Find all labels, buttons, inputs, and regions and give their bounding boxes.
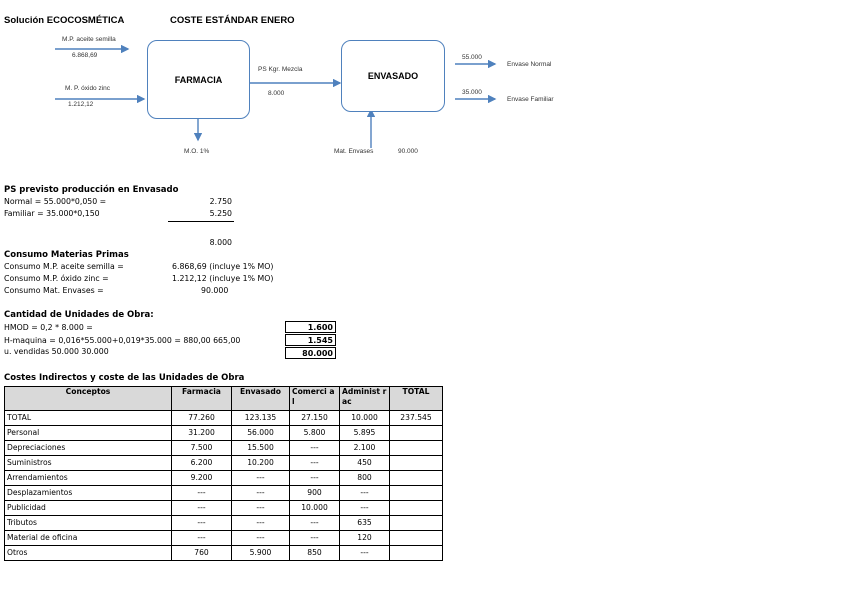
row-value-cell: [390, 456, 443, 471]
row-value-cell: 5.800: [290, 426, 340, 441]
row-value-cell: [390, 501, 443, 516]
uo-value-uv: 80.000: [285, 347, 336, 359]
row-value-cell: ---: [232, 501, 290, 516]
row-value-cell: 10.000: [340, 411, 390, 426]
row-concept-cell: Depreciaciones: [5, 441, 172, 456]
row-value-cell: 450: [340, 456, 390, 471]
row-value-cell: [390, 441, 443, 456]
flow-mid-value: 8.000: [268, 90, 285, 97]
ps-total: 8.000: [209, 238, 232, 247]
row-concept-cell: Suministros: [5, 456, 172, 471]
column-header: Envasado: [232, 387, 290, 411]
row-value-cell: ---: [340, 546, 390, 561]
row-value-cell: ---: [232, 531, 290, 546]
flow-in1-value: 6.868,69: [72, 52, 98, 59]
uo-value-hmod: 1.600: [285, 321, 336, 333]
consumo-row-value: 1.212,12 (incluye 1% MO): [172, 274, 274, 283]
table-row: [5, 531, 443, 546]
column-header: Farmacia: [172, 387, 232, 411]
table-row: [5, 456, 443, 471]
farmacia-box: FARMACIA: [147, 40, 250, 119]
costs-section-title: Costes Indirectos y coste de las Unidades de Obra: [4, 373, 245, 383]
ps-row-value: 5.250: [209, 209, 232, 218]
row-value-cell: ---: [172, 486, 232, 501]
row-value-cell: 77.260: [172, 411, 232, 426]
row-value-cell: ---: [290, 516, 340, 531]
row-value-cell: ---: [340, 486, 390, 501]
costs-table: [4, 386, 443, 561]
table-row: [5, 486, 443, 501]
flow-mat-label: Mat. Envases: [334, 148, 374, 155]
row-concept-cell: Personal: [5, 426, 172, 441]
row-value-cell: ---: [290, 441, 340, 456]
uo-section-title: Cantidad de Unidades de Obra:: [4, 310, 154, 320]
row-value-cell: 27.150: [290, 411, 340, 426]
row-concept-cell: TOTAL: [5, 411, 172, 426]
row-value-cell: ---: [290, 471, 340, 486]
row-value-cell: ---: [290, 456, 340, 471]
flow-in2-value: 1.212,12: [68, 101, 94, 108]
row-value-cell: 6.200: [172, 456, 232, 471]
consumo-row-value: 90.000: [201, 286, 229, 295]
ps-section-title: PS previsto producción en Envasado: [4, 185, 179, 195]
row-value-cell: 850: [290, 546, 340, 561]
row-value-cell: [390, 486, 443, 501]
row-value-cell: 9.200: [172, 471, 232, 486]
consumo-row-label: Consumo M.P. óxido zinc =: [4, 274, 109, 283]
row-value-cell: 635: [340, 516, 390, 531]
ps-row-label: Normal = 55.000*0,050 =: [4, 197, 107, 206]
consumo-row-label: Consumo M.P. aceite semilla =: [4, 262, 124, 271]
row-value-cell: 2.100: [340, 441, 390, 456]
flow-mat-value: 90.000: [398, 148, 418, 155]
row-value-cell: ---: [172, 531, 232, 546]
row-value-cell: ---: [232, 516, 290, 531]
uo-hmod-text: HMOD = 0,2 * 8.000 =: [4, 323, 93, 332]
column-header: Conceptos: [5, 387, 172, 411]
column-header: TOTAL: [390, 387, 443, 411]
column-header: Comerci al: [290, 387, 340, 411]
flow-mo-label: M.O. 1%: [184, 148, 210, 155]
flow-in1-label: M.P. aceite semilla: [62, 36, 116, 43]
row-value-cell: 123.135: [232, 411, 290, 426]
row-value-cell: [390, 546, 443, 561]
row-value-cell: ---: [290, 531, 340, 546]
row-value-cell: 56.000: [232, 426, 290, 441]
flow-out2-value: 35.000: [462, 89, 482, 96]
consumo-row-value: 6.868,69 (incluye 1% MO): [172, 262, 274, 271]
ps-sum-line: [168, 221, 234, 222]
table-row: [5, 516, 443, 531]
row-value-cell: 10.000: [290, 501, 340, 516]
ps-row-label: Familiar = 35.000*0,150: [4, 209, 100, 218]
document-title: Solución ECOCOSMÉTICA: [4, 15, 125, 26]
table-row: [5, 441, 443, 456]
uo-hmaq-text: H-maquina = 0,016*55.000+0,019*35.000 = 880,00 665,00: [4, 336, 241, 345]
column-header: Administ rac: [340, 387, 390, 411]
flow-out2-label: Envase Familiar: [507, 96, 554, 103]
row-value-cell: 7.500: [172, 441, 232, 456]
row-value-cell: [390, 426, 443, 441]
uo-uv-text: u. vendidas 50.000 30.000: [4, 347, 109, 356]
flow-out1-value: 55.000: [462, 54, 482, 61]
row-value-cell: [390, 516, 443, 531]
document-subtitle: COSTE ESTÁNDAR ENERO: [170, 15, 295, 26]
table-row: [5, 546, 443, 561]
row-concept-cell: Tributos: [5, 516, 172, 531]
consumo-section-title: Consumo Materias Primas: [4, 250, 129, 260]
flow-mid-label: PS Kgr. Mezcla: [258, 66, 303, 73]
uo-value-hmaq: 1.545: [285, 334, 336, 346]
row-concept-cell: Otros: [5, 546, 172, 561]
row-value-cell: ---: [232, 471, 290, 486]
envasado-box: ENVASADO: [341, 40, 445, 112]
table-row: [5, 426, 443, 441]
row-value-cell: 5.900: [232, 546, 290, 561]
table-row: [5, 471, 443, 486]
table-row: [5, 411, 443, 426]
row-value-cell: ---: [232, 486, 290, 501]
row-value-cell: 900: [290, 486, 340, 501]
row-value-cell: 15.500: [232, 441, 290, 456]
consumo-row-label: Consumo Mat. Envases =: [4, 286, 104, 295]
flow-out1-label: Envase Normal: [507, 61, 552, 68]
table-row: [5, 501, 443, 516]
row-value-cell: 10.200: [232, 456, 290, 471]
row-value-cell: [390, 531, 443, 546]
row-concept-cell: Desplazamientos: [5, 486, 172, 501]
row-concept-cell: Material de oficina: [5, 531, 172, 546]
row-concept-cell: Arrendamientos: [5, 471, 172, 486]
row-value-cell: 800: [340, 471, 390, 486]
table-header-row: [5, 387, 443, 411]
row-concept-cell: Publicidad: [5, 501, 172, 516]
flow-in2-label: M. P. óxido zinc: [65, 85, 111, 92]
row-value-cell: [390, 471, 443, 486]
row-value-cell: 760: [172, 546, 232, 561]
row-value-cell: ---: [340, 501, 390, 516]
row-value-cell: 120: [340, 531, 390, 546]
row-value-cell: ---: [172, 501, 232, 516]
row-value-cell: 31.200: [172, 426, 232, 441]
ps-row-value: 2.750: [209, 197, 232, 206]
row-value-cell: ---: [172, 516, 232, 531]
row-value-cell: 237.545: [390, 411, 443, 426]
row-value-cell: 5.895: [340, 426, 390, 441]
